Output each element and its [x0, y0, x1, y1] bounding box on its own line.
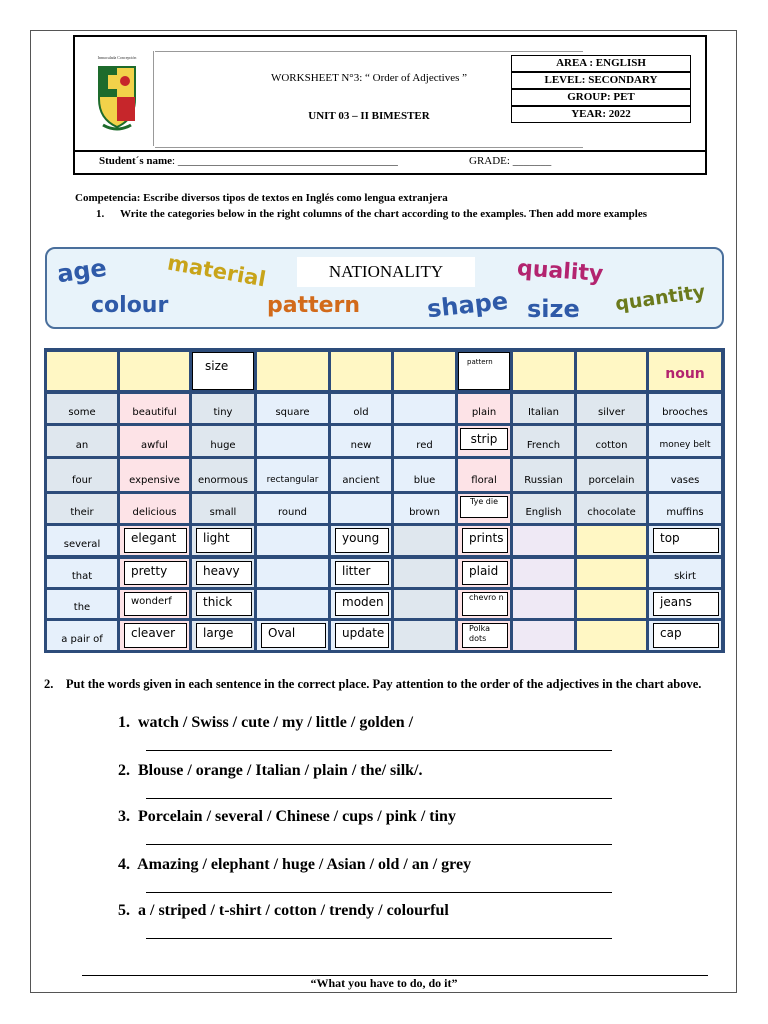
chart-cell [577, 590, 646, 618]
exercise2-item-2 [118, 762, 423, 780]
chart-cell [394, 394, 455, 423]
answer-line-2[interactable] [146, 798, 612, 799]
chart-cell [394, 526, 455, 555]
chart-cell-text: plain [471, 407, 497, 418]
student-name-line: : ________________________________________ [172, 155, 398, 167]
chart-cell [513, 621, 574, 650]
answer-line-4[interactable] [146, 892, 612, 893]
chart-cell [394, 621, 455, 650]
chart-cell [577, 526, 646, 555]
chart-header-cell [513, 352, 574, 390]
chart-cell-text: a pair of [61, 634, 103, 645]
chart-cell-text: brown [409, 507, 440, 518]
chart-cell-text: beautiful [132, 407, 177, 418]
chart-header-cell: size [192, 352, 254, 390]
competencia-text: Competencia: Escribe diversos tipos de textos en Inglés como lengua extranjera [75, 192, 448, 204]
school-crest-icon [95, 63, 139, 133]
chart-cell [331, 494, 391, 523]
chart-cell-text: old [353, 407, 369, 418]
item-text: watch / Swiss / cute / my / little / golden / [138, 714, 414, 731]
year-label: YEAR: 2022 [511, 106, 691, 123]
exercise1-text: Write the categories below in the right columns of the chart according to the examples. Then add more examples [120, 208, 648, 220]
item-number: 3. [118, 808, 130, 825]
answer-line-5[interactable] [146, 938, 612, 939]
chart-cell-text: new [350, 440, 372, 451]
chart-answer-box[interactable]: litter [335, 561, 389, 585]
exercise2-number: 2. [44, 677, 54, 691]
item-number: 1. [118, 714, 130, 731]
exercise2-item-5 [118, 902, 449, 920]
item-number: 2. [118, 762, 130, 779]
exercise2-instruction [44, 676, 704, 693]
chart-cell [513, 590, 574, 618]
word-nationality: NATIONALITY [297, 257, 475, 287]
word-material: material [165, 250, 268, 292]
item-text: Porcelain / several / Chinese / cups / pink / tiny [138, 808, 456, 825]
chart-cell-text: blue [413, 475, 436, 486]
chart-header-cell [120, 352, 189, 390]
student-name-field[interactable] [99, 155, 398, 167]
chart-answer-box[interactable]: wonderf [124, 592, 187, 616]
chart-cell-text: huge [210, 440, 236, 451]
chart-header-cell [577, 352, 646, 390]
chart-answer-box[interactable]: Oval [261, 623, 326, 648]
chart-cell-text: red [416, 440, 433, 451]
exercise2-item-4 [118, 856, 471, 874]
chart-answer-box[interactable]: thick [196, 592, 252, 616]
chart-answer-box[interactable]: large [196, 623, 252, 648]
answer-line-1[interactable] [146, 750, 612, 751]
chart-header-cell [331, 352, 391, 390]
word-age: age [55, 253, 109, 289]
chart-header-cell [47, 352, 117, 390]
group-label: GROUP: PET [511, 89, 691, 106]
word-quality: quality [516, 256, 604, 287]
chart-cell-text: chocolate [587, 507, 636, 518]
chart-cell [257, 590, 328, 618]
chart-cell-text: square [275, 407, 310, 418]
grade-field[interactable]: GRADE: _______ [469, 155, 552, 167]
chart-answer-box[interactable]: elegant [124, 528, 187, 553]
item-text: Amazing / elephant / huge / Asian / old / an / grey [137, 856, 472, 873]
worksheet-header [73, 35, 707, 175]
level-label: LEVEL: SECONDARY [511, 72, 691, 89]
unit-label: UNIT 03 – II BIMESTER [308, 110, 430, 122]
chart-cell-text: English [525, 507, 562, 518]
chart-cell-text: muffins [666, 507, 704, 518]
logo-cell [83, 51, 154, 146]
chart-cell [513, 559, 574, 587]
chart-cell-text: ancient [342, 475, 380, 486]
chart-cell-text: enormous [198, 475, 248, 486]
chart-cell-text: rectangular [266, 475, 319, 485]
chart-cell-text: delicious [132, 507, 177, 518]
chart-cell-text: small [209, 507, 237, 518]
exercise2-item-1 [118, 714, 413, 732]
chart-answer-box[interactable]: chevro n [462, 592, 508, 616]
chart-answer-box[interactable]: light [196, 528, 252, 553]
chart-cell-text: porcelain [588, 475, 635, 486]
chart-cell-text: the [73, 602, 91, 613]
chart-cell [257, 559, 328, 587]
exercise1-number: 1. [96, 208, 105, 220]
chart-cell [577, 559, 646, 587]
chart-answer-box[interactable]: cap [653, 623, 719, 648]
chart-cell-text: French [526, 440, 561, 451]
header-top [75, 37, 705, 152]
chart-cell-text: four [71, 475, 93, 486]
item-number: 4. [118, 856, 130, 873]
chart-cell-text: their [70, 507, 94, 518]
chart-cell [394, 590, 455, 618]
chart-answer-box[interactable]: prints [462, 528, 508, 553]
item-text: Blouse / orange / Italian / plain / the/ silk/. [138, 762, 423, 779]
student-name-label: Student´s name [99, 155, 173, 167]
chart-cell [257, 426, 328, 456]
answer-line-3[interactable] [146, 844, 612, 845]
word-quantity: quantity [613, 280, 707, 316]
chart-header-cell: noun [649, 352, 721, 390]
chart-answer-box[interactable]: cleaver [124, 623, 187, 648]
chart-answer-box[interactable]: top [653, 528, 719, 553]
chart-cell-text: silver [598, 407, 625, 418]
word-colour: colour [91, 293, 169, 318]
exercise2-item-3 [118, 808, 456, 826]
chart-cell-text: money belt [659, 440, 711, 450]
chart-cell-text: floral [471, 475, 497, 486]
chart-cell-text: Italian [527, 407, 560, 418]
word-shape: shape [425, 286, 510, 324]
chart-answer-box[interactable]: moden [335, 592, 389, 616]
chart-cell-text: cotton [595, 440, 628, 451]
chart-answer-box[interactable]: pretty [124, 561, 187, 585]
word-size: size [527, 295, 580, 323]
chart-answer-box[interactable]: heavy [196, 561, 252, 585]
chart-header-cell: pattern [458, 352, 510, 390]
footer-quote: “What you have to do, do it” [310, 976, 458, 990]
chart-answer-box[interactable]: Polka dots [462, 623, 508, 648]
chart-cell-text: tiny [213, 407, 233, 418]
exercise2-text: Put the words given in each sentence in the correct place. Pay attention to the order of the adjectives in the chart above. [65, 677, 702, 691]
chart-cell-text: vases [670, 475, 700, 486]
chart-cell-text: an [75, 440, 89, 451]
chart-answer-box[interactable]: update [335, 623, 389, 648]
chart-cell [257, 526, 328, 555]
chart-cell [394, 559, 455, 587]
worksheet-title: WORKSHEET N°3: “ Order of Adjectives ” [270, 72, 468, 84]
chart-cell [577, 621, 646, 650]
chart-answer-box[interactable]: jeans [653, 592, 719, 616]
school-name: Inmaculada Concepción [97, 55, 137, 60]
chart-cell-text: brooches [662, 407, 708, 418]
chart-cell-text: several [63, 539, 101, 550]
chart-answer-box[interactable]: young [335, 528, 389, 553]
chart-header-cell [394, 352, 455, 390]
chart-cell-text: some [68, 407, 96, 418]
meta-box [511, 51, 691, 121]
word-pattern: pattern [267, 293, 361, 318]
area-label: AREA : ENGLISH [511, 55, 691, 72]
chart-cell-text: Russian [524, 475, 563, 486]
chart-cell-text: awful [141, 440, 168, 451]
chart-header-cell [257, 352, 328, 390]
chart-cell-text: skirt [674, 571, 696, 582]
chart-cell-text: Tye die [460, 496, 508, 518]
chart-cell-text: that [71, 571, 93, 582]
item-number: 5. [118, 902, 130, 919]
item-text: a / striped / t-shirt / cotton / trendy / colourful [138, 902, 449, 919]
chart-cell-text: expensive [129, 475, 180, 486]
chart-cell-text: round [277, 507, 308, 518]
chart-answer-box[interactable]: plaid [462, 561, 508, 585]
adjective-order-chart [44, 348, 725, 653]
chart-cell [513, 526, 574, 555]
chart-cell-text: strip [460, 428, 508, 450]
category-word-box [45, 247, 724, 329]
